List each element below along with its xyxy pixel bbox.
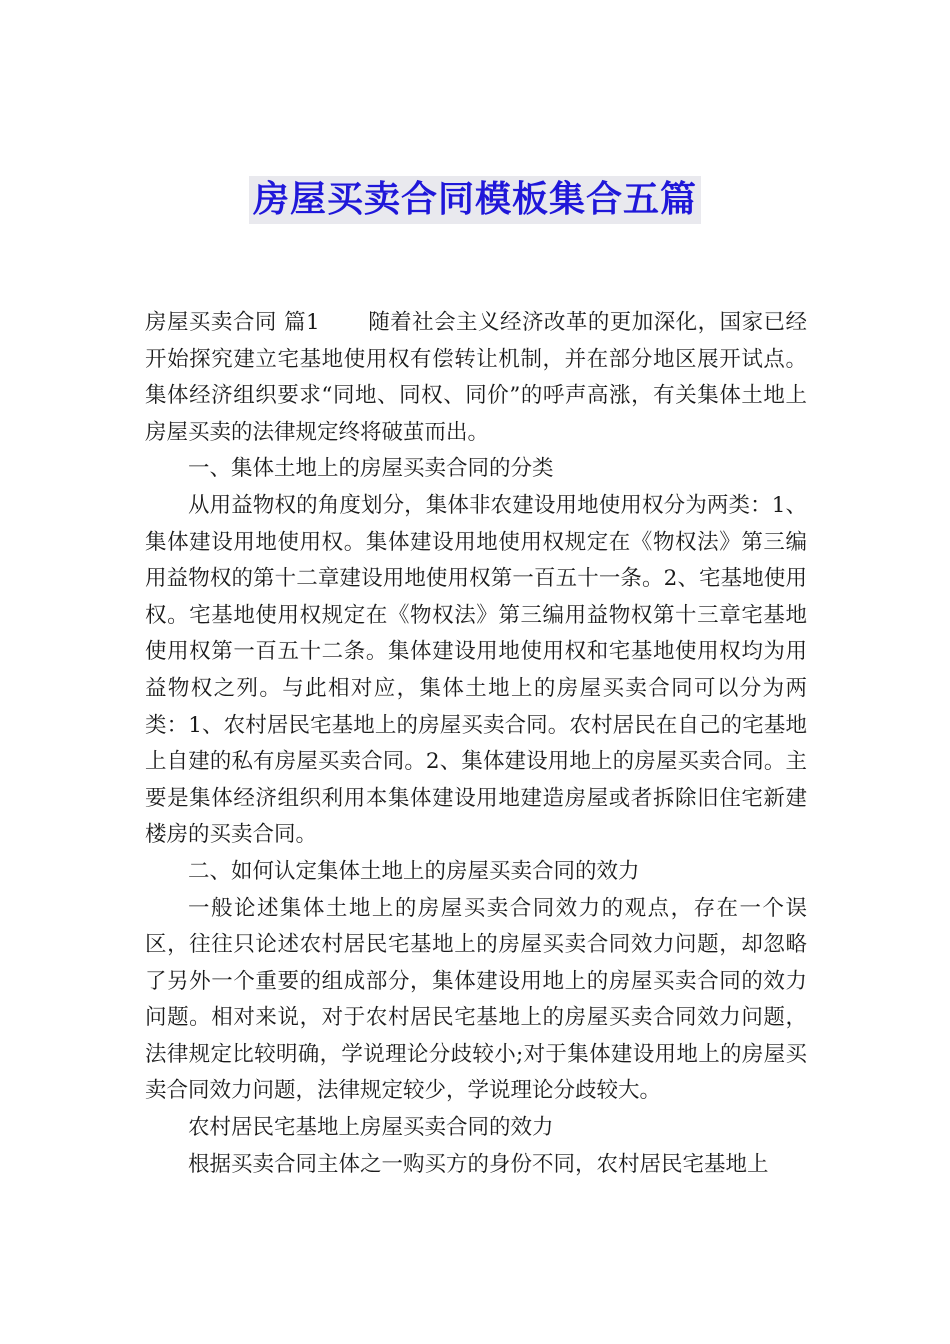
paragraph-validity: 一般论述集体土地上的房屋买卖合同效力的观点，存在一个误区，往往只论述农村居民宅基地上的房屋买卖合同效力问题，却忽略了另外一个重要的组成部分，集体建设用地上的房屋买卖合同的效力问题。相对来说，对于农村居民宅基地上的房屋买卖合同效力问题，法律规定比较明确，学说理论分歧较小;对于集体建设用地上的房屋买卖合同效力问题，法律规定较少，学说理论分歧较大。 xyxy=(145,895,807,1104)
document-body xyxy=(145,305,807,1183)
paragraph-rural-housing: 根据买卖合同主体之一购买方的身份不同，农村居民宅基地上 xyxy=(188,1151,769,1177)
heading-validity: 二、如何认定集体土地上的房屋买卖合同的效力 xyxy=(188,858,640,884)
document-title: 房屋买卖合同模板集合五篇 xyxy=(249,176,701,224)
paragraph-1-text: 随着社会主义经济改革的更加深化，国家已经开始探究建立宅基地使用权有偿转让机制，并在部分地区展开试点。集体经济组织要求“同地、同权、同价”的呼声高涨，有关集体土地上房屋买卖的法律规定终将破茧而出。 xyxy=(145,310,807,445)
paragraph-classification: 从用益物权的角度划分，集体非农建设用地使用权分为两类：1、集体建设用地使用权。集体建设用地使用权规定在《物权法》第三编用益物权的第十二章建设用地使用权第一百五十一条。2、宅基地使用权。宅基地使用权规定在《物权法》第三编用益物权第十三章宅基地使用权第一百五十二条。集体建设用地使用权和宅基地使用权均为用益物权之列。与此相对应，集体土地上的房屋买卖合同可以分为两类：1、农村居民宅基地上的房屋买卖合同。农村居民在自己的宅基地上自建的私有房屋买卖合同。2、集体建设用地上的房屋买卖合同。主要是集体经济组织利用本集体建设用地建造房屋或者拆除旧住宅新建楼房的买卖合同。 xyxy=(145,492,807,848)
heading-classification: 一、集体土地上的房屋买卖合同的分类 xyxy=(188,456,554,482)
paragraph-1 xyxy=(145,305,807,451)
heading-rural-housing: 农村居民宅基地上房屋买卖合同的效力 xyxy=(188,1115,554,1141)
section-heading-1: 房屋买卖合同 篇1 xyxy=(145,310,320,335)
title-wrapper xyxy=(0,176,950,224)
